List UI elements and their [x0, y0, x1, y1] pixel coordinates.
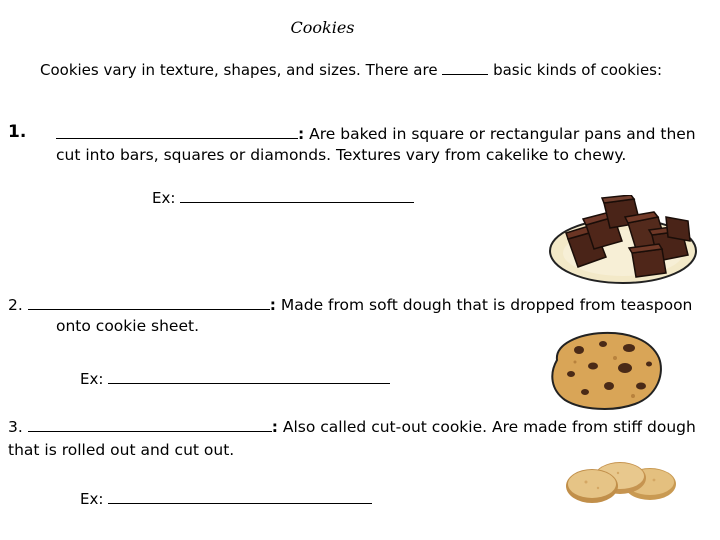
item-3-colon: : [271, 418, 278, 436]
item-3-number: 3. [8, 418, 23, 436]
item-2-line-2: onto cookie sheet. [56, 317, 200, 335]
blank-count [442, 60, 488, 75]
item-2-ex-label: Ex: [80, 370, 109, 388]
item-1-text-1: Are baked in square or rectangular pans and then [304, 125, 696, 143]
item-2-ex-blank [108, 369, 390, 384]
item-1-colon: : [298, 125, 305, 143]
sugar-cookies-picture [562, 458, 680, 508]
intro-before: Cookies vary in texture, shapes, and sizes. There are [40, 61, 443, 79]
item-2-colon: : [269, 296, 276, 314]
item-3-ex-blank [108, 489, 372, 504]
brownies-plate-picture [548, 195, 698, 287]
item-2-example [80, 369, 390, 388]
item-3-text-1: Also called cut-out cookie. Are made from stiff dough [277, 418, 696, 436]
item-3-example [80, 489, 372, 508]
item-2-text-1: Made from soft dough that is dropped from teaspoon [275, 296, 693, 314]
item-3-line-1 [8, 417, 696, 436]
item-1-blank [56, 124, 298, 139]
item-2-line-1 [8, 295, 692, 314]
item-3-blank [28, 417, 272, 432]
intro-after: basic kinds of cookies: [488, 61, 663, 79]
chocolate-chip-cookie-picture [545, 330, 665, 412]
item-3-line-2: that is rolled out and cut out. [8, 441, 235, 459]
item-1-ex-label: Ex: [152, 189, 181, 207]
item-2-number: 2. [8, 296, 23, 314]
item-3-ex-label: Ex: [80, 490, 109, 508]
intro-text [40, 60, 662, 79]
item-1-line-2: cut into bars, squares or diamonds. Textures vary from cakelike to chewy. [56, 146, 627, 164]
item-1-ex-blank [180, 188, 414, 203]
item-1-example [152, 188, 414, 207]
page-title: Cookies [290, 18, 355, 37]
item-1-number: 1. [8, 122, 27, 142]
item-1-line-1 [56, 124, 696, 143]
item-2-blank [28, 295, 270, 310]
